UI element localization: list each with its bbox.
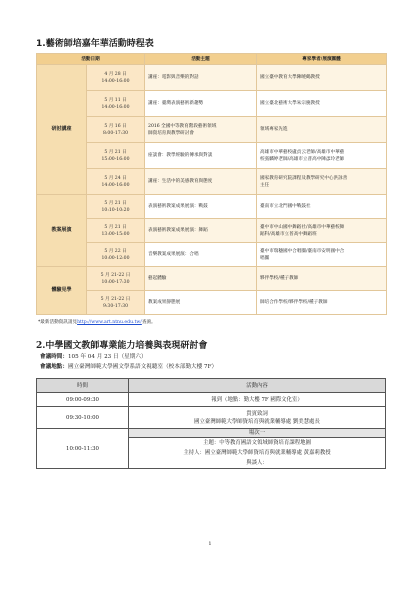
time-cell: 09:00-09:30: [37, 393, 129, 407]
expert-cell: 夥伴學校/種子教師: [257, 267, 387, 291]
agenda-row: [37, 407, 386, 429]
topic-cell: 講座：電影與音樂的對話: [145, 65, 257, 91]
note-prefix: *最新活動資訊請見: [38, 320, 78, 325]
expert-cell: 臺南市立北門國中戰鼓社: [257, 195, 387, 219]
table-row: [37, 117, 387, 143]
date-cell: 5 月 22 日 10:00-12:00: [87, 243, 145, 267]
topic-cell: 講座：臺灣表演藝術新趨勢: [145, 91, 257, 117]
section1-title: 藝術師培嘉年華活動時程表: [45, 39, 154, 49]
expert-cell: 國立臺北藝術大學朱宗慶教授: [257, 91, 387, 117]
section2-title: 中學國文教師專業能力培養與表現研討會: [45, 341, 208, 351]
meeting-place-label: 會議地點：: [40, 364, 68, 370]
header-time: 時間: [37, 379, 129, 393]
website-link[interactable]: http://www.art.ntnu.edu.tw/: [77, 320, 142, 325]
table-row: [37, 243, 387, 267]
date-cell: 5 月 24 日 14:00-16:00: [87, 169, 145, 195]
table-row: [37, 169, 387, 195]
header-topic: 活動主題: [145, 54, 257, 65]
session-label: 場次一: [129, 429, 386, 438]
agenda-row: [37, 429, 386, 438]
date-cell: 5 月 16 日 8:00-17:30: [87, 117, 145, 143]
category-cell: 教案展演: [37, 195, 87, 267]
content-cell: 主題：中等教育國語文領域師資培育課程地圖: [129, 438, 386, 449]
expert-cell: 高雄市中華藝校盧貞云老師/高雄市中華藝 校張麟婷老師/高雄市立普高中陳彥玲老師: [257, 143, 387, 169]
date-cell: 5 月 21-22 日 9:30-17:30: [87, 291, 145, 315]
content-cell: 報到（地點：勤大樓 7F 國際文化室）: [129, 393, 386, 407]
table-row: [37, 291, 387, 315]
section1-heading: [36, 36, 386, 49]
category-cell: 體驗見學: [37, 267, 87, 315]
meeting-place: [40, 363, 386, 372]
topic-cell: 表演藝術教案成果展演：舞蹈: [145, 219, 257, 243]
expert-cell: 臺中市瑞穗國中合唱團/臺南市安明國中合 唱團: [257, 243, 387, 267]
expert-cell: 師培合作學校/夥伴學校/種子教師: [257, 291, 387, 315]
document-page: [36, 36, 386, 469]
expert-cell: 領域專家先進: [257, 117, 387, 143]
section2-heading: [36, 338, 386, 351]
table-row: [37, 219, 387, 243]
meeting-time-value: 105 年 04 月 23 日（星期六）: [67, 354, 147, 360]
category-cell: 研討講座: [37, 65, 87, 195]
table-row: [37, 267, 387, 291]
expert-cell: 臺中市中山國中舞蹈社/高雄市中華藝校舞 蹈科/高雄市立普高中舞蹈班: [257, 219, 387, 243]
topic-cell: 教案成果靜態展: [145, 291, 257, 315]
topic-cell: 表演藝術教案成果展演：戰鼓: [145, 195, 257, 219]
topic-cell: 講座：生活中的美感教育與態度: [145, 169, 257, 195]
header-expert: 專家學者/展演團體: [257, 54, 387, 65]
topic-cell: 2016 全國中等教育階段藝術領域 師資培育與教學研討會: [145, 117, 257, 143]
expert-cell: 國立臺中教育大學陳曉鶴教授: [257, 65, 387, 91]
conference-agenda-table: [36, 378, 386, 469]
table-row: [37, 65, 387, 91]
info-note: [38, 319, 386, 325]
time-cell: 10:00-11:30: [37, 429, 129, 469]
page-number: 1: [208, 541, 212, 547]
meeting-time-label: 會議時間：: [40, 354, 68, 360]
content-cell: 主持人：國立臺灣師範大學師資培育與就業輔導處 黃嘉莉教授: [129, 448, 386, 458]
meeting-time: [40, 353, 386, 362]
time-cell: 09:30-10:00: [37, 407, 129, 429]
date-cell: 5 月 21-22 日 10:00-17:30: [87, 267, 145, 291]
date-cell: 5 月 21 日 13:00-15:00: [87, 219, 145, 243]
event-schedule-table: [36, 53, 387, 315]
table-row: [37, 91, 387, 117]
table-row: [37, 195, 387, 219]
date-cell: 5 月 21 日 15:00-16:00: [87, 143, 145, 169]
topic-cell: 音樂教案成果展演：合唱: [145, 243, 257, 267]
content-cell: 與談人：: [129, 458, 386, 469]
header-date: 活動日期: [37, 54, 145, 65]
section1-number: 1.: [36, 39, 46, 49]
meeting-place-value: 國立臺灣師範大學國文學系語文視聽室（校本部勤大樓 7F）: [67, 364, 218, 370]
section2-number: 2.: [36, 341, 46, 351]
date-cell: 5 月 11 日 14:00-16:00: [87, 91, 145, 117]
date-cell: 4 月 28 日 14:00-16:00: [87, 65, 145, 91]
date-cell: 5 月 21 日 10:10-10:20: [87, 195, 145, 219]
topic-cell: 座談會：教學經驗的傳承與對談: [145, 143, 257, 169]
header-content: 活動內容: [129, 379, 386, 393]
agenda-row: [37, 393, 386, 407]
topic-cell: 藝起體驗: [145, 267, 257, 291]
content-cell: 貴賓致詞 國立臺灣師範大學師資培育與就業輔導處 劉美慧處長: [129, 407, 386, 429]
table-row: [37, 143, 387, 169]
note-suffix: 查詢。: [141, 320, 156, 325]
expert-cell: 國家教育研究院課程及教學研究中心洪詠善 主任: [257, 169, 387, 195]
